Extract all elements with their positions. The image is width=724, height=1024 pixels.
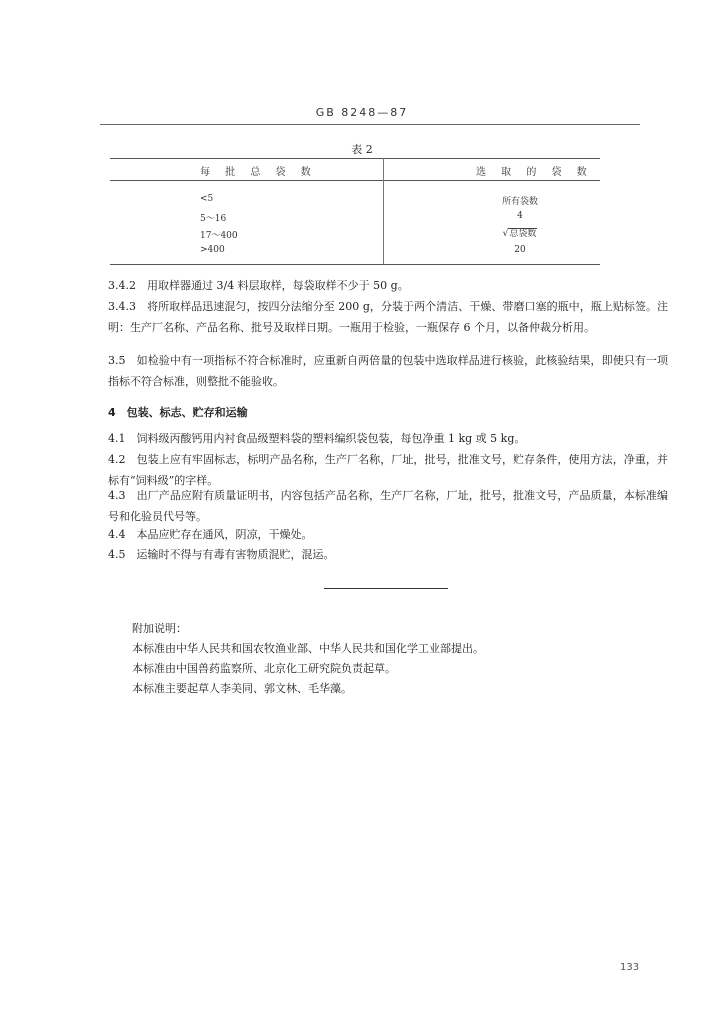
paragraph-4-5: 4.5 运输时不得与有毒有害物质混贮，混运。	[108, 548, 335, 561]
end-separator-line	[324, 588, 448, 589]
notes-title: 附加说明：	[132, 622, 187, 635]
sqrt-symbol: √	[502, 229, 509, 239]
paragraph-3-5: 3.5 如检验中有一项指标不符合标准时，应重新自两倍量的包装中选取样品进行核验，此核验结果，即使只有一项指标不符合标准，则整批不能验收。	[108, 354, 668, 388]
table-column-divider	[383, 158, 384, 264]
paragraph-3-4-2: 3.4.2 用取样器通过 3/4 料层取样，每袋取样不少于 50 g。	[108, 279, 409, 292]
header-rule	[100, 124, 640, 125]
table-header-rule	[110, 180, 600, 181]
table-cell-total-1: <5	[200, 194, 214, 204]
table-cell-selected-2: 4	[517, 211, 523, 221]
table-title: 表 2	[351, 143, 373, 156]
notes-line-1: 本标准由中华人民共和国农牧渔业部、中华人民共和国化学工业部提出。	[132, 642, 484, 655]
standard-code-header: GB 8248—87	[315, 106, 409, 119]
table-bottom-rule	[110, 264, 600, 265]
page-number: 133	[620, 962, 640, 973]
table-cell-selected-4: 20	[514, 245, 526, 255]
paragraph-4-4: 4.4 本品应贮存在通风，阴凉，干燥处。	[108, 528, 313, 541]
paragraph-4-2: 4.2 包装上应有牢固标志，标明产品名称，生产厂名称，厂址，批号，批准文号，贮存条件，使用方法，净重，并标有“饲料级”的字样。	[108, 453, 668, 487]
table-top-rule	[110, 158, 600, 159]
notes-line-2: 本标准由中国兽药监察所、北京化工研究院负责起草。	[132, 662, 396, 675]
table-cell-total-4: >400	[200, 245, 225, 255]
sqrt-radicand: 总袋数	[509, 229, 537, 239]
table-cell-total-2: 5～16	[200, 214, 227, 224]
table-cell-selected-3	[460, 228, 580, 239]
table-cell-total-3: 17～400	[200, 231, 238, 241]
section-4-title: 4 包装、标志、贮存和运输	[108, 406, 248, 419]
paragraph-4-1: 4.1 饲料级丙酸钙用内衬食品级塑料袋的塑料编织袋包装，每包净重 1 kg 或 5 kg。	[108, 432, 526, 445]
notes-line-3: 本标准主要起草人李美同、郭文林、毛华藻。	[132, 682, 352, 695]
paragraph-3-4-3: 3.4.3 将所取样品迅速混匀，按四分法缩分至 200 g，分装于两个清洁、干燥、带磨口塞的瓶中，瓶上贴标签。注明：生产厂名称、产品名称、批号及取样日期。一瓶用于检验，一瓶保存 6 个月，以备仲裁分析用。	[108, 300, 668, 334]
table-cell-selected-1: 所有袋数	[501, 197, 538, 207]
table-header-total-bags: 每 批 总 袋 数	[200, 167, 317, 178]
table-header-selected-bags: 选 取 的 袋 数	[476, 167, 593, 178]
paragraph-4-3: 4.3 出厂产品应附有质量证明书，内容包括产品名称，生产厂名称，厂址，批号，批准文号，产品质量，本标准编号和化验员代号等。	[108, 489, 668, 523]
